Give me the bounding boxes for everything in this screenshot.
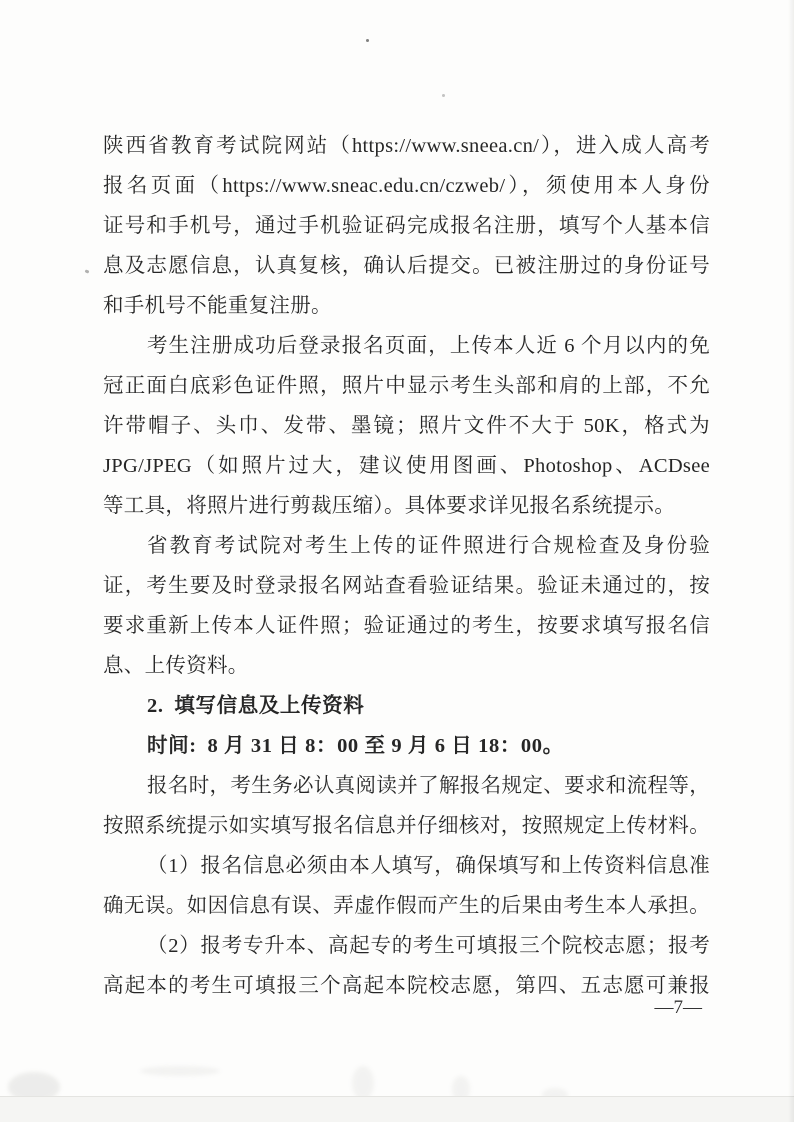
text-line: 冠正面白底彩色证件照，照片中显示考生头部和肩的上部，不允 — [103, 375, 710, 397]
scan-smudge — [352, 1066, 374, 1100]
scan-bottom-edge — [0, 1096, 794, 1122]
scan-speck — [442, 94, 445, 97]
text-line: （2）报考专升本、高起专的考生可填报三个院校志愿；报考 — [147, 935, 710, 957]
text-line: 许带帽子、头巾、发带、墨镜；照片文件不大于 50K，格式为 — [103, 415, 710, 437]
text-line: 息及志愿信息，认真复核，确认后提交。已被注册过的身份证号 — [103, 255, 710, 277]
scan-smudge — [140, 1066, 220, 1076]
text-line: 确无误。如因信息有误、弄虚作假而产生的后果由考生本人承担。 — [103, 895, 710, 917]
text-line: 省教育考试院对考生上传的证件照进行合规检查及身份验 — [147, 535, 710, 557]
scan-right-edge — [788, 0, 794, 1122]
page-number: —7— — [654, 997, 702, 1018]
text-line: （1）报名信息必须由本人填写，确保填写和上传资料信息准 — [147, 855, 710, 877]
text-line: 考生注册成功后登录报名页面，上传本人近 6 个月以内的免 — [147, 335, 710, 357]
text-line: JPG/JPEG（如照片过大，建议使用图画、Photoshop、ACDsee — [103, 455, 710, 477]
text-line: 报名页面（https://www.sneac.edu.cn/czweb/），须使用本人身份 — [103, 175, 710, 197]
text-line: 高起本的考生可填报三个高起本院校志愿，第四、五志愿可兼报 — [103, 975, 710, 997]
text-line: 证，考生要及时登录报名网站查看验证结果。验证未通过的，按 — [103, 575, 710, 597]
text-line: 等工具，将照片进行剪裁压缩）。具体要求详见报名系统提示。 — [103, 495, 676, 517]
text-line: 和手机号不能重复注册。 — [103, 295, 332, 317]
scan-speck — [366, 39, 369, 42]
section-heading: 2. 填写信息及上传资料 — [147, 695, 365, 717]
text-line: 要求重新上传本人证件照；验证通过的考生，按要求填写报名信 — [103, 615, 710, 637]
document-body — [103, 126, 710, 1006]
text-line: 陕西省教育考试院网站（https://www.sneea.cn/），进入成人高考 — [103, 135, 710, 157]
scan-speck — [85, 269, 90, 273]
text-line: 息、上传资料。 — [103, 655, 249, 677]
text-line: 报名时，考生务必认真阅读并了解报名规定、要求和流程等， — [147, 775, 710, 797]
section-time: 时间: 8 月 31 日 8：00 至 9 月 6 日 18：00。 — [147, 735, 564, 757]
text-line: 按照系统提示如实填写报名信息并仔细核对，按照规定上传材料。 — [103, 815, 710, 837]
text-line: 证号和手机号，通过手机验证码完成报名注册，填写个人基本信 — [103, 215, 710, 237]
